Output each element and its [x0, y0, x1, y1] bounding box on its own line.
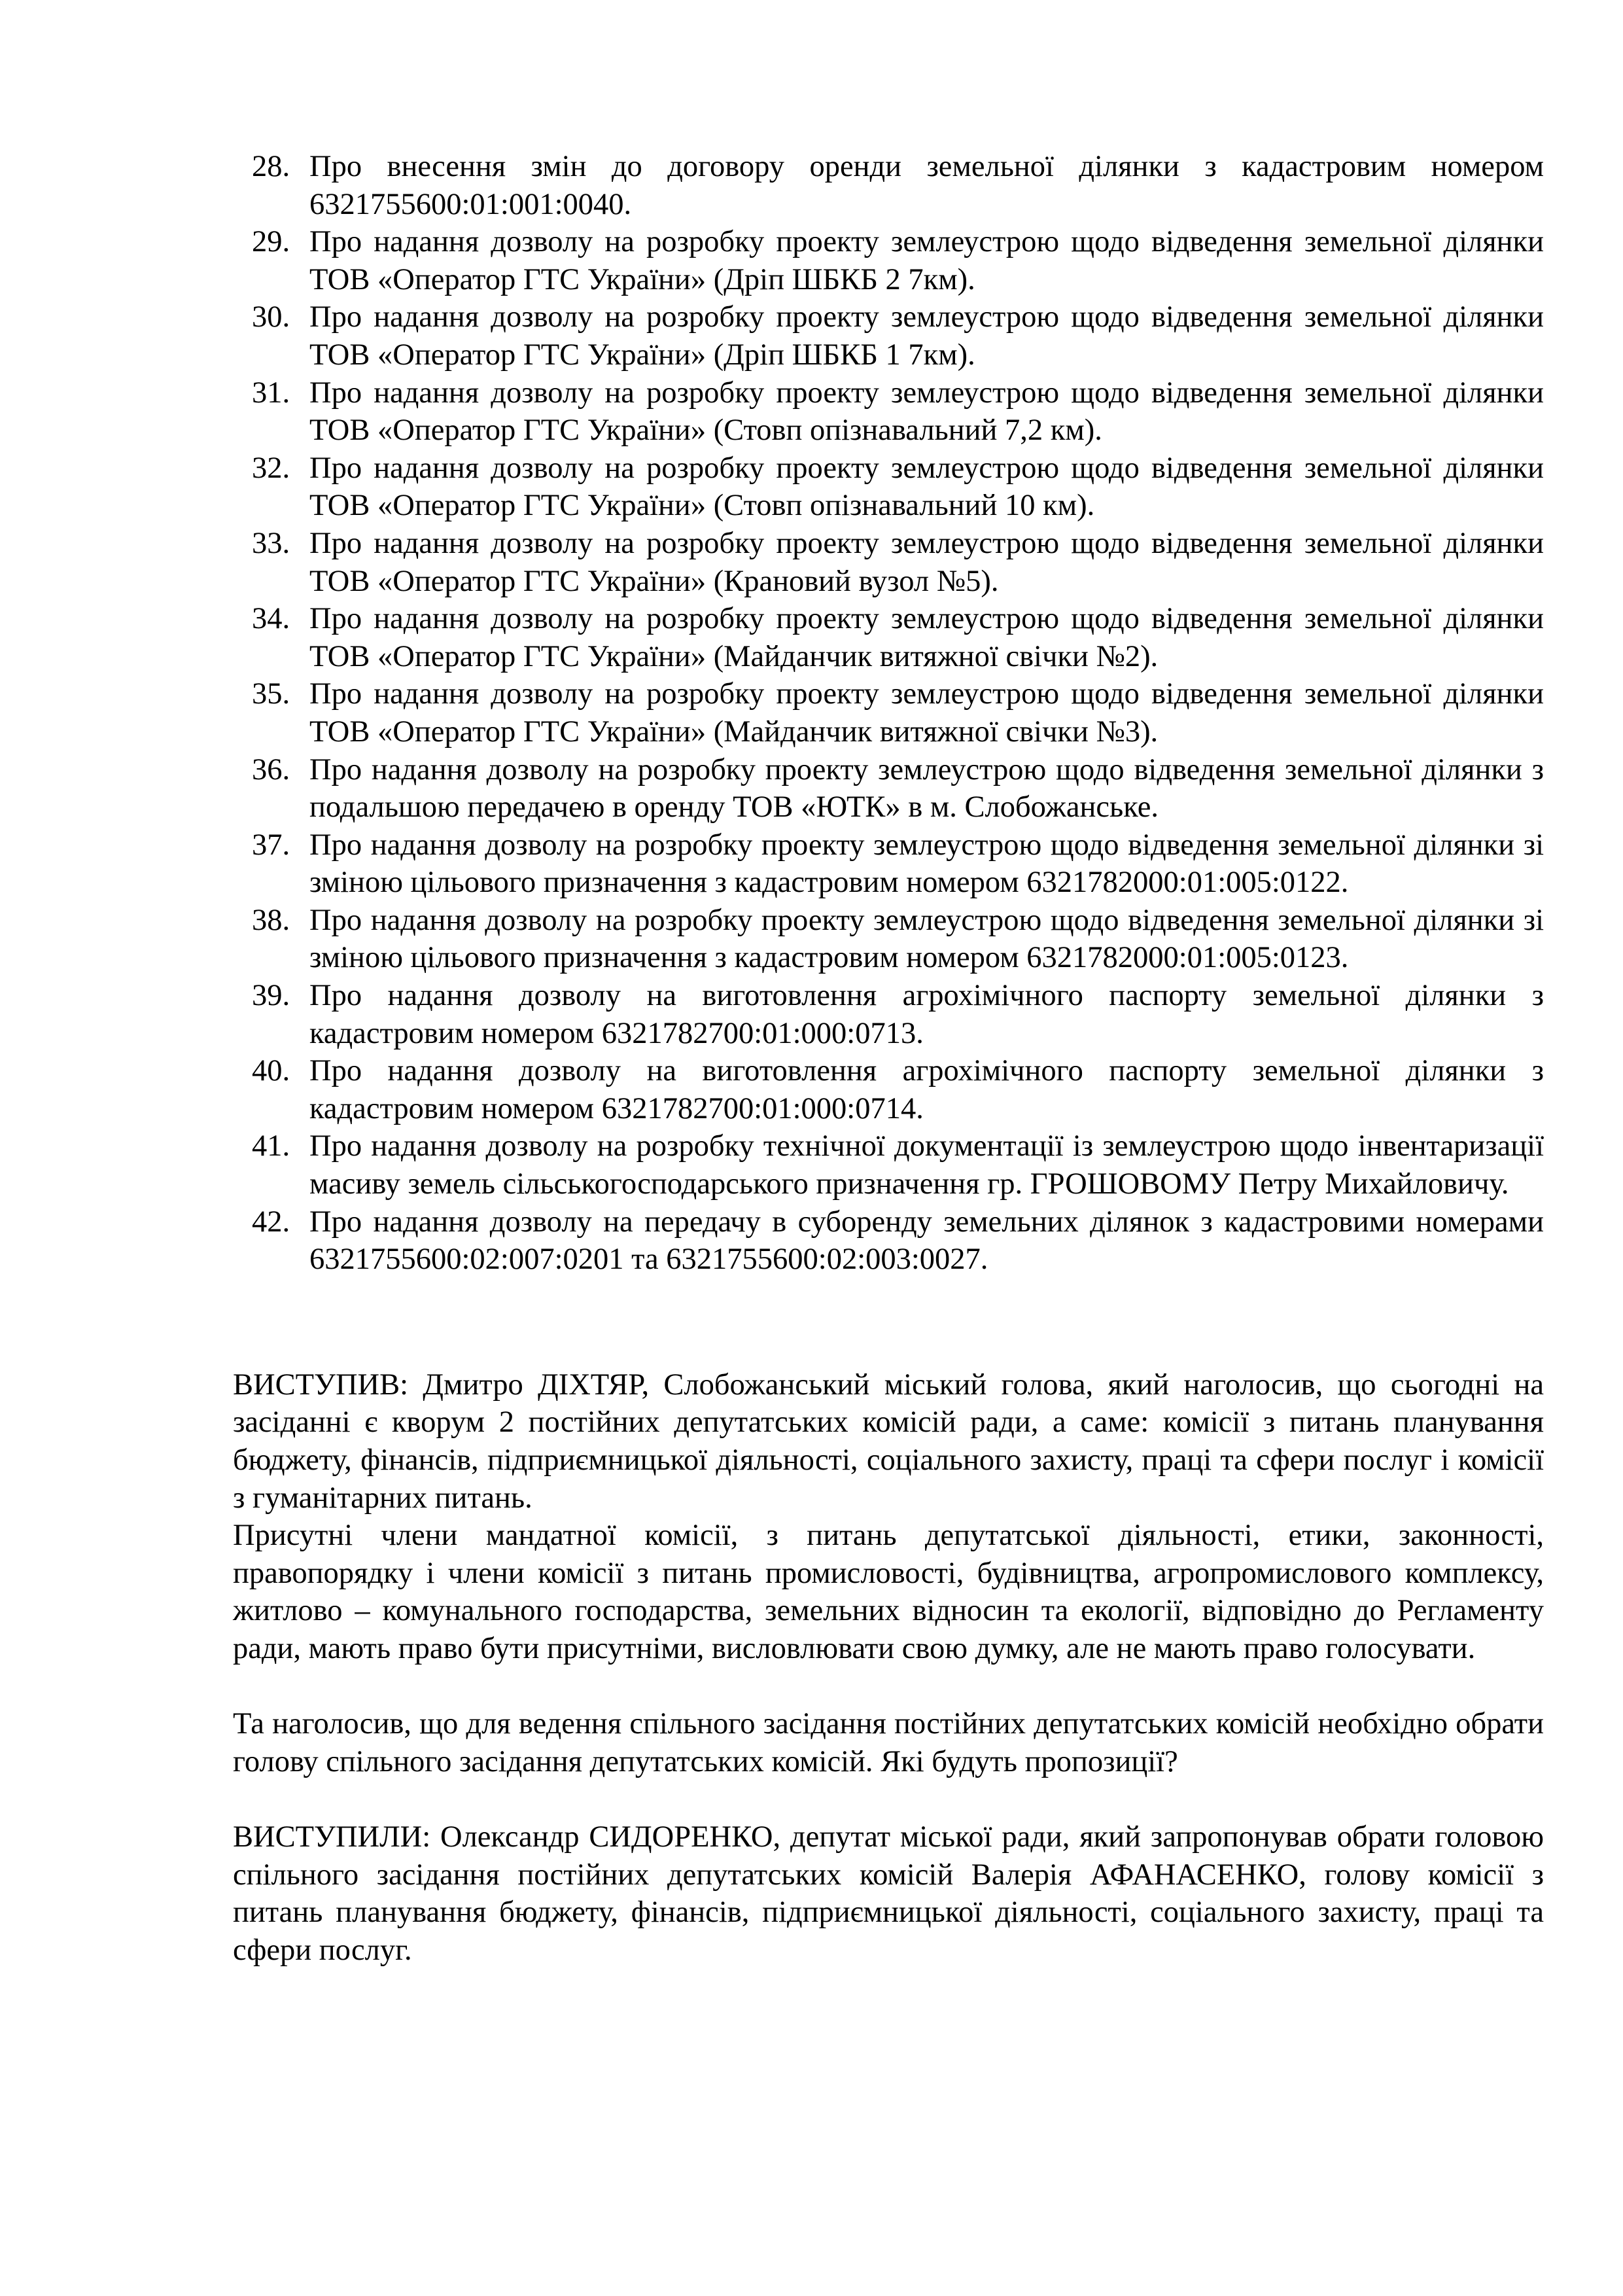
- agenda-item: [233, 751, 1544, 826]
- item-number: 37.: [252, 828, 290, 862]
- item-text: Про надання дозволу на виготовлення агрохімічного паспорту земельної ділянки з кадастровим номером 6321782700:01:000:0714.: [309, 1054, 1544, 1125]
- agenda-item: [233, 600, 1544, 675]
- item-text: Про надання дозволу на розробку проекту землеустрою щодо відведення земельної ділянки ТОВ «Оператор ГТС України» (Дріп ШБКБ 1 7км).: [309, 300, 1544, 372]
- item-text: Про надання дозволу на розробку проекту землеустрою щодо відведення земельної ділянки ТОВ «Оператор ГТС України» (Крановий вузол №5).: [309, 526, 1544, 598]
- agenda-item: [233, 525, 1544, 600]
- item-text: Про надання дозволу на розробку технічної документації із землеустрою щодо інвентаризації масиву земель сільськогосподарського призначення гр. ГРОШОВОМУ Петру Михайловичу.: [309, 1129, 1544, 1201]
- item-text: Про надання дозволу на розробку проекту землеустрою щодо відведення земельної ділянки зі зміною цільового призначення з кадастровим номером 6321782000:01:005:0122.: [309, 828, 1544, 900]
- item-text: Про надання дозволу на виготовлення агрохімічного паспорту земельної ділянки з кадастровим номером 6321782700:01:000:0713.: [309, 979, 1544, 1050]
- item-number: 40.: [252, 1054, 290, 1088]
- item-text: Про внесення змін до договору оренди земельної ділянки з кадастровим номером 6321755600:01:001:0040.: [309, 150, 1544, 221]
- agenda-item: [233, 1203, 1544, 1279]
- agenda-item: [233, 450, 1544, 525]
- item-number: 35.: [252, 677, 290, 711]
- agenda-item: [233, 1127, 1544, 1203]
- agenda-item: [233, 902, 1544, 977]
- agenda-item: [233, 826, 1544, 902]
- item-text: Про надання дозволу на розробку проекту землеустрою щодо відведення земельної ділянки ТОВ «Оператор ГТС України» (Дріп ШБКБ 2 7км).: [309, 225, 1544, 296]
- agenda-item: [233, 298, 1544, 374]
- item-number: 41.: [252, 1129, 290, 1163]
- spacer: [233, 1780, 1544, 1818]
- item-number: 34.: [252, 602, 290, 636]
- agenda-list: [233, 148, 1544, 1279]
- present-members-paragraph: Присутні члени мандатної комісії, з питань депутатської діяльності, етики, законності, правопорядку і члени комісії з питань промисловості, будівництва, агропромислового комплексу, житлово – комунального господарства, земельних відносин та екології, відповідно до Регламенту ради, мають право бути присутніми, висловлювати свою думку, але не мають право голосувати.: [233, 1519, 1544, 1665]
- item-number: 39.: [252, 979, 290, 1013]
- agenda-item: [233, 223, 1544, 298]
- chair-question-paragraph: Та наголосив, що для ведення спільного засідання постійних депутатських комісій необхідно обрати голову спільного засідання депутатських комісій. Які будуть пропозиції?: [233, 1707, 1544, 1778]
- item-text: Про надання дозволу на розробку проекту землеустрою щодо відведення земельної ділянки ТОВ «Оператор ГТС України» (Стовп опізнавальний 7,2 км).: [309, 376, 1544, 448]
- item-text: Про надання дозволу на розробку проекту землеустрою щодо відведення земельної ділянки ТОВ «Оператор ГТС України» (Стовп опізнавальний 10 км).: [309, 451, 1544, 523]
- item-text: Про надання дозволу на розробку проекту землеустрою щодо відведення земельної ділянки ТОВ «Оператор ГТС України» (Майданчик витяжної свічки №2).: [309, 602, 1544, 673]
- item-text: Про надання дозволу на передачу в суборенду земельних ділянок з кадастровими номерами 6321755600:02:007:0201 та 6321755600:02:003:0027.: [309, 1205, 1544, 1277]
- item-number: 32.: [252, 451, 290, 485]
- agenda-item: [233, 374, 1544, 450]
- agenda-item: [233, 675, 1544, 751]
- agenda-item: [233, 977, 1544, 1052]
- item-number: 36.: [252, 752, 290, 786]
- item-text: Про надання дозволу на розробку проекту землеустрою щодо відведення земельної ділянки зі зміною цільового призначення з кадастровим номером 6321782000:01:005:0123.: [309, 903, 1544, 975]
- item-number: 38.: [252, 903, 290, 937]
- item-number: 42.: [252, 1205, 290, 1239]
- item-text: Про надання дозволу на розробку проекту землеустрою щодо відведення земельної ділянки з подальшою передачею в оренду ТОВ «ЮТК» в м. Слобожанське.: [309, 752, 1544, 824]
- spacer: [233, 1668, 1544, 1706]
- speech-mayor-paragraph: ВИСТУПИВ: Дмитро ДІХТЯР, Слобожанський міський голова, який наголосив, що сьогодні на засіданні є кворум 2 постійних депутатських комісій ради, а саме: комісії з питань планування бюджету, фінансів, підприємницької діяльності, соціального захисту, праці та сфери послуг і комісії з гуманітарних питань.: [233, 1368, 1544, 1515]
- speech-deputy-paragraph: ВИСТУПИЛИ: Олександр СИДОРЕНКО, депутат міської ради, який запропонував обрати головою спільного засідання постійних депутатських комісій Валерія АФАНАСЕНКО, голову комісії з питань планування бюджету, фінансів, підприємницької діяльності, соціального захисту, праці та сфери послуг.: [233, 1820, 1544, 1967]
- item-number: 31.: [252, 376, 290, 410]
- spacer: [233, 1279, 1544, 1366]
- item-number: 33.: [252, 526, 290, 560]
- item-number: 30.: [252, 300, 290, 334]
- item-number: 29.: [252, 225, 290, 259]
- agenda-item: [233, 1052, 1544, 1127]
- item-text: Про надання дозволу на розробку проекту землеустрою щодо відведення земельної ділянки ТОВ «Оператор ГТС України» (Майданчик витяжної свічки №3).: [309, 677, 1544, 749]
- agenda-item: [233, 148, 1544, 223]
- document-page: [233, 148, 1544, 1969]
- item-number: 28.: [252, 150, 290, 183]
